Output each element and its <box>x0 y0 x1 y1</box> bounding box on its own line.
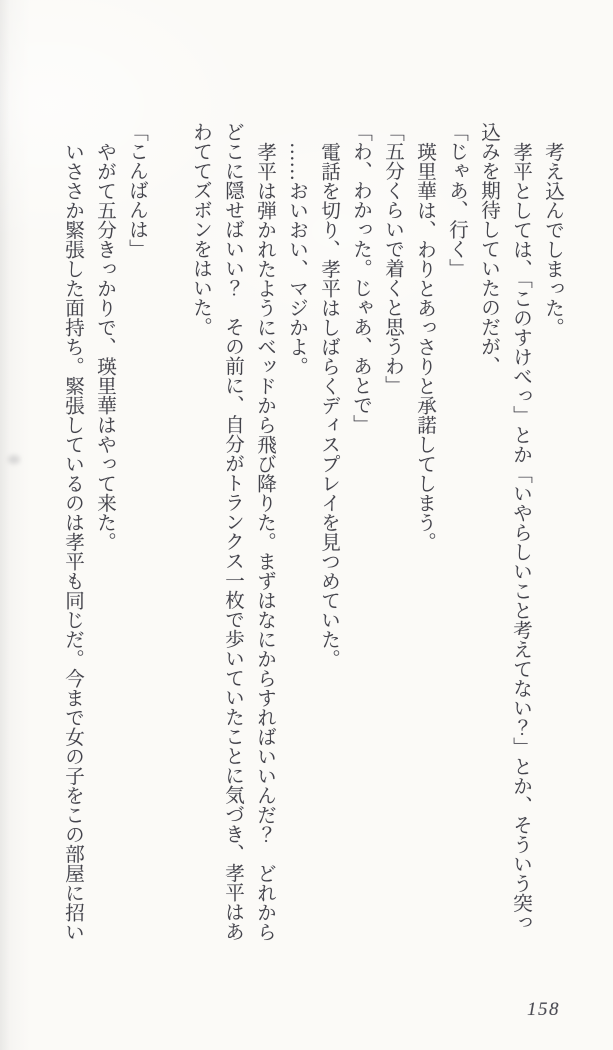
blank-line <box>152 122 184 950</box>
paragraph: 瑛里華は、わりとあっさりと承諾してしまう。 <box>414 141 435 551</box>
paragraph: いささか緊張した面持ち。緊張しているのは孝平も同じだ。今まで女の子をこの部屋に招い <box>62 141 83 941</box>
paragraph: 電話を切り、孝平はしばらくディスプレイを見つめていた。 <box>318 141 339 668</box>
paragraph: 「五分くらいで着くと思うわ」 <box>382 122 403 395</box>
paragraph: 「じゃあ、行く」 <box>446 122 467 278</box>
paragraph: 「こんばんは」 <box>126 122 147 259</box>
paragraph: 考え込んでしまった。 <box>542 141 563 337</box>
page-number: 158 <box>527 999 560 1020</box>
page-gutter-shade <box>0 0 10 1050</box>
paragraph: ……おいおい、マジかよ。 <box>286 141 307 376</box>
paragraph: 孝平としては、「このすけべっ」とか「いやらしいこと考えてない？」とか、そういう突っ込みを期待していたのだが、 <box>478 122 531 932</box>
ink-showthrough-smudge <box>8 455 20 464</box>
paragraph: やがて五分きっかりで、瑛里華はやって来た。 <box>94 141 115 551</box>
vertical-text-block <box>56 122 568 950</box>
paragraph: 孝平は弾かれたようにベッドから飛び降りた。まずはなにからすればいいんだ？ どれからどこに隠せばいい？ その前に、自分がトランクス一枚で歩いていたことに気づき、孝平はあわててズボンをはいた。 <box>190 122 275 941</box>
paragraph: 「わ、わかった。じゃあ、あとで」 <box>350 122 371 434</box>
